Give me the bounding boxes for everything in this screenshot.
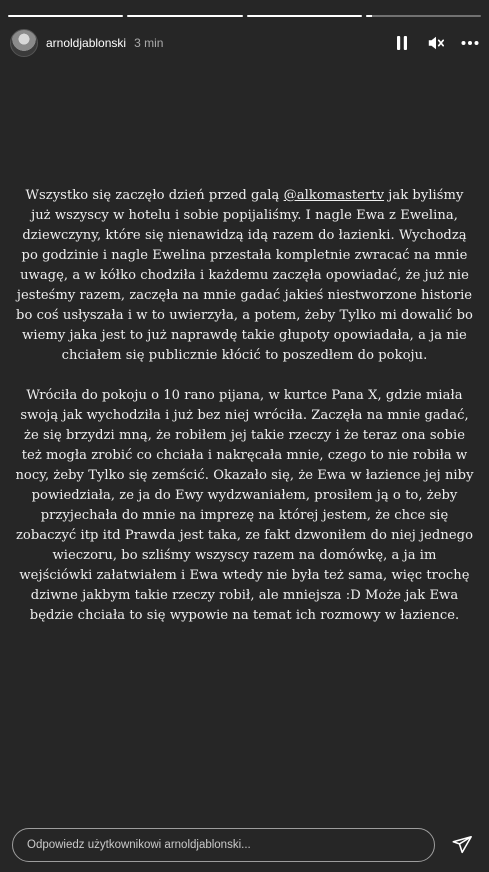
post-time: 3 min — [134, 36, 164, 50]
story-text — [14, 186, 475, 646]
paragraph-1-rest: jak byliśmy już wszyscy w hotelu i sobie popijaliśmy. I nagle Ewa z Ewelina, dziewczyny, które się nienawidzą idą razem do łazienki. Wychodzą po godzinie i nagle Ewelina przestała kompletnie zwracać na mnie uwagę, a w kółko chodziła i każdemu zaczęła opowiadać, że już nie jesteśmy razem, zaczęła na mnie gadać jakieś niestworzone historie bo coś usłyszała i w to uwierzyła, a potem, żeby Tylko mi dowalić bo wiemy jaka jest to już naprawdę takie głupoty opowiadała, a ja nie chciałem się publicznie kłócić to poszedłem do pokoju. — [16, 188, 473, 363]
progress-fill-1 — [8, 15, 123, 17]
progress-segment-4 — [366, 15, 481, 17]
reply-input[interactable]: Odpowiedz użytkownikowi arnoldjablonski... — [12, 828, 435, 862]
progress-segment-1 — [8, 15, 123, 17]
mention-link[interactable]: @alkomastertv — [283, 188, 385, 203]
mute-icon[interactable] — [427, 34, 445, 52]
progress-segment-2 — [127, 15, 242, 17]
username[interactable]: arnoldjablonski — [46, 36, 127, 50]
reply-bar — [12, 827, 477, 863]
story-controls — [393, 34, 479, 52]
story-header — [10, 28, 479, 58]
progress-segment-3 — [247, 15, 362, 17]
pause-icon[interactable] — [393, 34, 411, 52]
progress-fill-2 — [127, 15, 242, 17]
more-icon[interactable] — [461, 34, 479, 52]
story-paragraph-1 — [14, 186, 475, 366]
progress-fill-3 — [247, 15, 362, 17]
send-icon[interactable] — [447, 830, 477, 860]
progress-fill-4 — [366, 15, 372, 17]
paragraph-1-start: Wszystko się zaczęło dzień przed galą — [25, 188, 284, 203]
story-paragraph-2: Wróciła do pokoju o 10 rano pijana, w kurtce Pana X, gdzie miała swoją jak wychodziła i już bez niej wróciła. Zaczęła na mnie gadać, że się brzydzi mną, że robiłem jej takie rzeczy i że teraz ona sobie też mogła zrobić co chciała i nakręcała mnie, czego to nie robiła w nocy, żeby Tylko się zemścić. Okazało się, że Ewa w łazience jej niby powiedziała, ze ja do Ewy wydzwaniałem, prosiłem ją o to, żeby przyjechała do mnie na imprezę na której jestem, że chce się zobaczyć itp itd Prawda jest taka, ze fakt dzwoniłem do niej jednego wieczoru, bo szliśmy wszyscy razem na domówkę, a ja im wejściówki załatwiałem i Ewa wtedy nie była też sama, więc trochę dziwne jakbym takie rzeczy robił, ale mniejsza :D Może jak Ewa będzie chciała to się wypowie na temat ich rozmowy w łazience. — [15, 388, 474, 623]
story-progress-bar — [8, 15, 481, 17]
avatar[interactable] — [10, 29, 38, 57]
